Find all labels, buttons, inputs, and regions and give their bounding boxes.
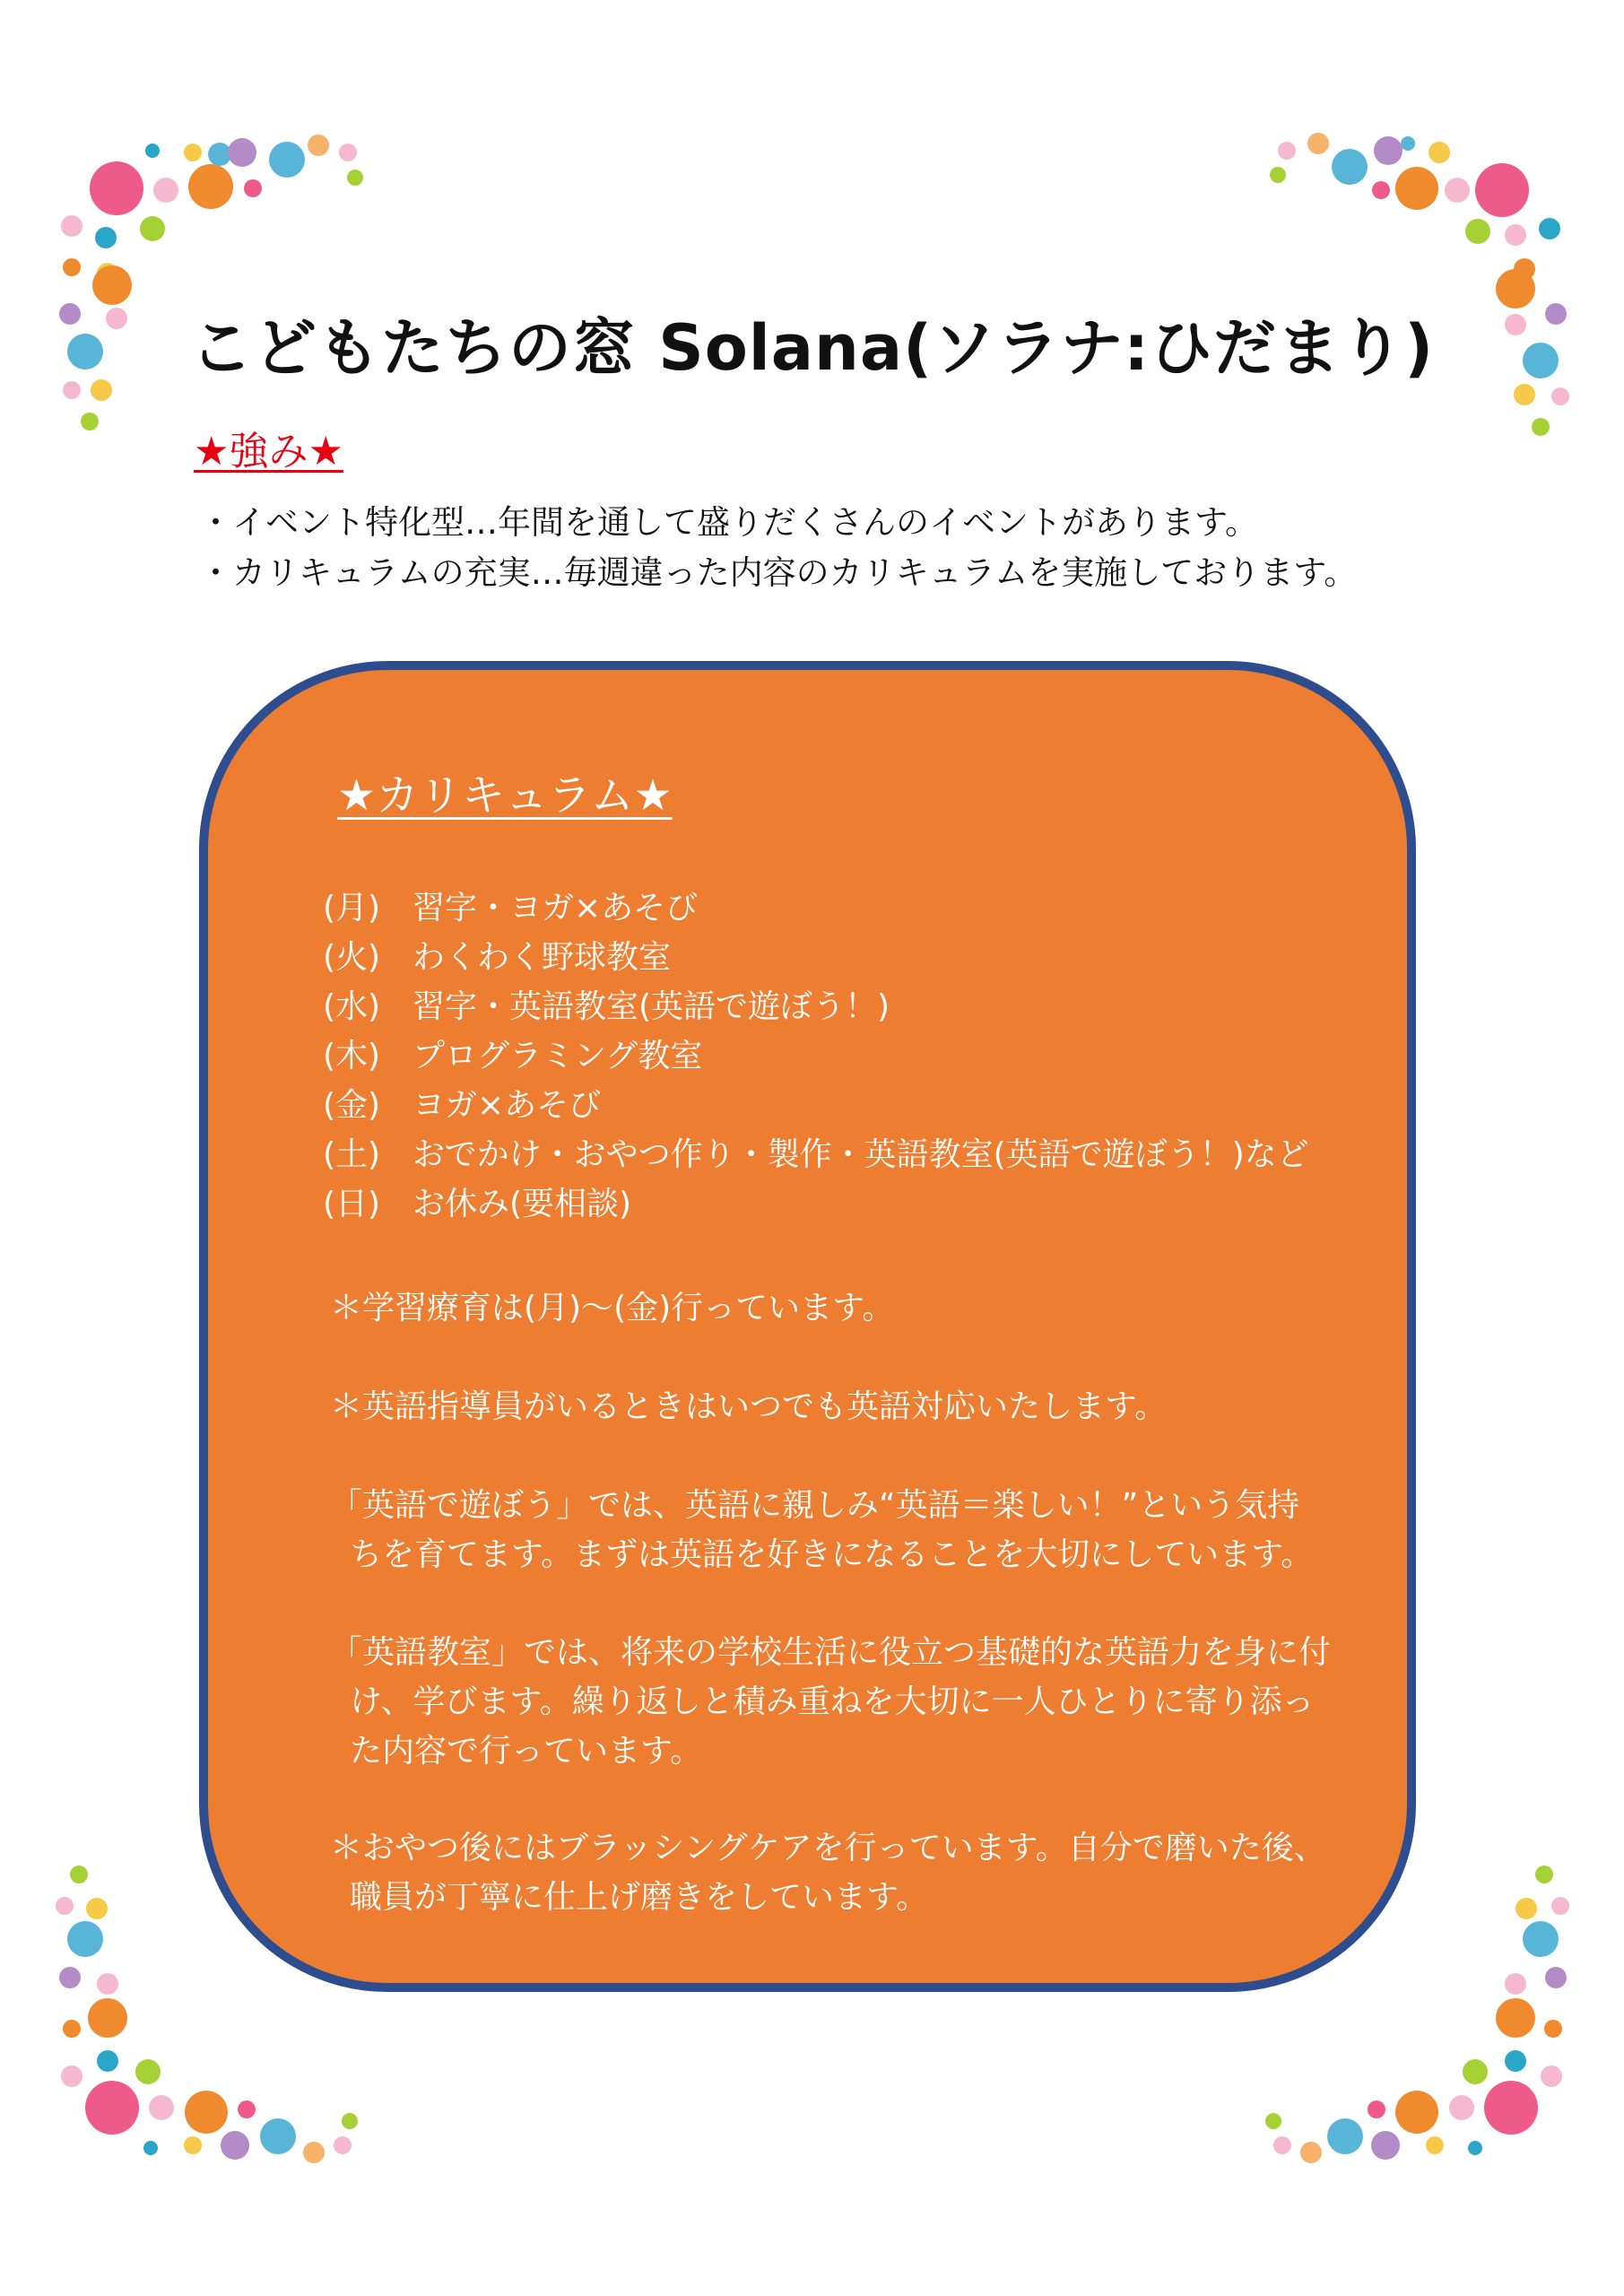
- paragraph-line: 職員が丁寧に仕上げ磨きをしています。: [350, 1879, 929, 1916]
- weekly-schedule: [323, 883, 1309, 1229]
- schedule-activity: ヨガ×あそび: [413, 1087, 602, 1124]
- paragraph-line: た内容で行っています。: [350, 1733, 703, 1770]
- english-play-paragraph: [330, 1481, 1388, 1579]
- schedule-row-wed: [323, 982, 1309, 1031]
- paragraph-line: け、学びます。繰り返しと積み重ねを大切に一人ひとりに寄り添っ: [350, 1683, 1315, 1720]
- schedule-activity: おでかけ・おやつ作り・製作・英語教室(英語で遊ぼう！)など: [413, 1136, 1309, 1173]
- schedule-activity: お休み(要相談): [413, 1186, 632, 1222]
- paragraph-line: ちを育てます。まずは英語を好きになることを大切にしています。: [350, 1536, 1314, 1573]
- english-staff-note: ＊英語指導員がいるときはいつでも英語対応いたします。: [330, 1388, 1168, 1425]
- page-title: こどもたちの窓 Solana(ソラナ:ひだまり): [189, 310, 1435, 385]
- strength-item: ・カリキュラムの充実…毎週違った内容のカリキュラムを実施しております。: [199, 553, 1358, 592]
- schedule-day: (月): [323, 890, 381, 926]
- paragraph-line: 「英語で遊ぼう」では、英語に親しみ“英語＝楽しい！”という気持: [330, 1487, 1300, 1524]
- schedule-day: (土): [323, 1136, 381, 1173]
- paragraph-line: ＊おやつ後にはブラッシングケアを行っています。自分で磨いた後、: [330, 1830, 1326, 1866]
- strengths-heading: ★強み★: [194, 429, 343, 474]
- paragraph-line: 「英語教室」では、将来の学校生活に役立つ基礎的な英語力を身に付: [330, 1634, 1332, 1671]
- study-note: ＊学習療育は(月)～(金)行っています。: [330, 1290, 895, 1326]
- schedule-activity: 習字・ヨガ×あそび: [413, 890, 699, 926]
- schedule-activity: 習字・英語教室(英語で遊ぼう！): [413, 988, 890, 1025]
- curriculum-heading: ★カリキュラム★: [337, 770, 673, 821]
- schedule-activity: プログラミング教室: [413, 1038, 703, 1074]
- english-class-paragraph: [330, 1628, 1388, 1776]
- schedule-row-sat: [323, 1130, 1309, 1179]
- brushing-paragraph: [330, 1823, 1388, 1922]
- schedule-day: (金): [323, 1087, 381, 1124]
- schedule-day: (木): [323, 1038, 381, 1074]
- schedule-day: (日): [323, 1186, 381, 1222]
- strengths-list: [199, 498, 1357, 598]
- dot-cluster-top-right: [1270, 133, 1569, 436]
- curriculum-panel: [199, 661, 1416, 1992]
- schedule-row-tue: [323, 933, 1309, 982]
- strength-item: ・イベント特化型…年間を通して盛りだくさんのイベントがあります。: [199, 503, 1259, 542]
- schedule-day: (水): [323, 988, 381, 1025]
- schedule-row-fri: [323, 1081, 1309, 1130]
- schedule-row-thu: [323, 1031, 1309, 1081]
- schedule-row-mon: [323, 883, 1309, 933]
- schedule-row-sun: [323, 1179, 1309, 1229]
- schedule-activity: わくわく野球教室: [413, 939, 672, 976]
- schedule-day: (火): [323, 939, 381, 976]
